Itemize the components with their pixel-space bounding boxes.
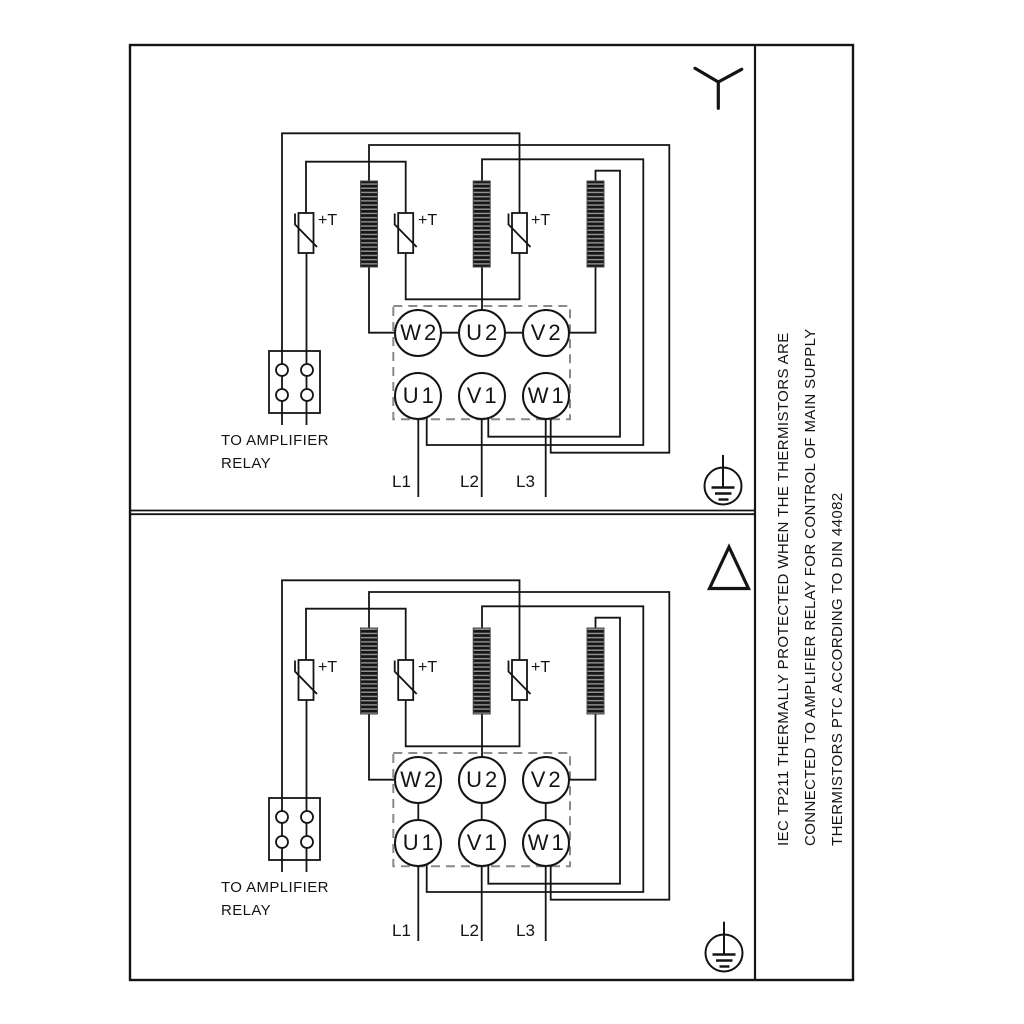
winding-coil-symbols xyxy=(361,628,605,714)
terminal-w2: W2 xyxy=(394,309,442,357)
thermistor-label: +T xyxy=(531,659,551,676)
supply-label-l3: L3 xyxy=(516,472,535,491)
protective-earth-icon xyxy=(706,922,743,972)
thermistor-symbol xyxy=(295,660,317,700)
terminal-v1: V1 xyxy=(458,819,506,867)
terminal-w1: W1 xyxy=(522,819,570,867)
note-line: THERMISTORS PTC ACCORDING TO DIN 44082 xyxy=(829,492,846,846)
relay-caption-line2: RELAY xyxy=(221,455,272,472)
terminal-v1: V1 xyxy=(458,372,506,420)
relay-caption-line1: TO AMPLIFIER xyxy=(221,432,329,449)
relay-terminal-block xyxy=(269,351,320,413)
relay-caption-line2: RELAY xyxy=(221,902,272,919)
star-icon xyxy=(695,68,742,108)
terminal-u2: U2 xyxy=(458,756,506,804)
delta-panel-schematic xyxy=(269,547,749,972)
delta-icon xyxy=(710,547,749,589)
supply-label-l2: L2 xyxy=(460,921,479,940)
thermistor-symbol xyxy=(395,660,417,700)
protective-earth-icon xyxy=(705,455,742,505)
thermistor-label: +T xyxy=(418,212,438,229)
thermistor-symbol xyxy=(295,213,317,253)
thermistor-symbol xyxy=(395,213,417,253)
note-line: CONNECTED TO AMPLIFIER RELAY FOR CONTROL OF MAIN SUPPLY xyxy=(802,328,819,846)
winding-coil-symbols xyxy=(361,181,605,267)
supply-label-l1: L1 xyxy=(392,472,411,491)
thermistor-label: +T xyxy=(318,659,338,676)
thermistor-label: +T xyxy=(531,212,551,229)
terminal-w1: W1 xyxy=(522,372,570,420)
thermistor-label: +T xyxy=(318,212,338,229)
thermistor-symbol xyxy=(509,660,531,700)
thermistor-label: +T xyxy=(418,659,438,676)
note-line: IEC TP211 THERMALLY PROTECTED WHEN THE THERMISTORS ARE xyxy=(775,332,792,846)
supply-label-l3: L3 xyxy=(516,921,535,940)
terminal-v2: V2 xyxy=(522,756,570,804)
thermal-protection-note xyxy=(770,316,851,846)
star-panel-schematic xyxy=(269,68,742,504)
supply-label-l1: L1 xyxy=(392,921,411,940)
supply-label-l2: L2 xyxy=(460,472,479,491)
terminal-u1: U1 xyxy=(394,372,442,420)
relay-caption-line1: TO AMPLIFIER xyxy=(221,879,329,896)
thermistor-symbol xyxy=(509,213,531,253)
terminal-u2: U2 xyxy=(458,309,506,357)
terminal-u1: U1 xyxy=(394,819,442,867)
relay-terminal-block xyxy=(269,798,320,860)
terminal-v2: V2 xyxy=(522,309,570,357)
terminal-w2: W2 xyxy=(394,756,442,804)
